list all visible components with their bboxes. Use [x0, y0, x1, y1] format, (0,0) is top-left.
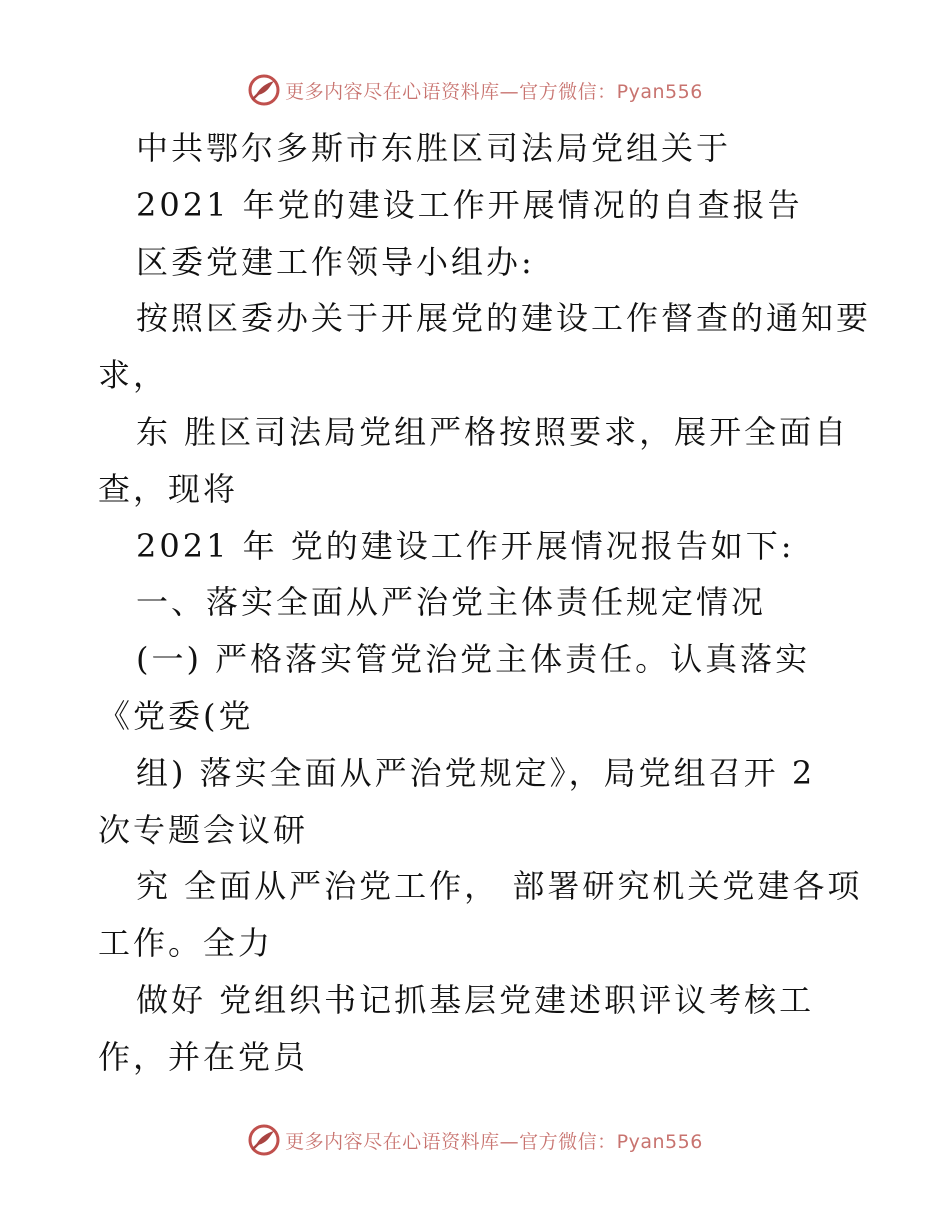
document-line: 区委党建工作领导小组办:: [136, 242, 535, 281]
footer-banner: [0, 1120, 950, 1160]
document-line: 中共鄂尔多斯市东胜区司法局党组关于: [136, 129, 732, 167]
document-line: 按照区委办关于开展党的建设工作督查的通知要: [136, 299, 872, 338]
document-line: 次专题会议研: [98, 810, 309, 849]
brush-circle-logo-icon: [247, 1123, 281, 1157]
document-line: 查，现将: [98, 469, 239, 508]
document-line: 东 胜区司法局党组严格按照要求，展开全面自: [136, 412, 850, 451]
document-line: 工作。全力: [98, 924, 274, 963]
document-line: 求，: [98, 356, 169, 395]
document-line: 做好 党组织书记抓基层党建述职评议考核工: [136, 980, 815, 1019]
banner-text: 更多内容尽在心语资料库—官方微信：Pyan556: [285, 1130, 703, 1153]
brush-circle-logo-icon: [247, 73, 281, 107]
document-line: 究 全面从严治党工作， 部署研究机关党建各项: [136, 867, 863, 906]
document-line: (一) 严格落实管党治党主体责任。认真落实: [136, 640, 811, 679]
document-line: 一、落实全面从严治党主体责任规定情况: [136, 583, 767, 622]
document-line: 2021 年党的建设工作开展情况的自查报告: [136, 185, 803, 224]
document-line: 组) 落实全面从严治党规定》，局党组召开 2: [136, 753, 816, 792]
banner-text: 更多内容尽在心语资料库—官方微信：Pyan556: [285, 80, 703, 103]
document-body: [98, 120, 872, 1086]
document-line: 2021 年 党的建设工作开展情况报告如下:: [136, 526, 795, 565]
header-banner: [0, 70, 950, 110]
document-line: 作，并在党员: [98, 1037, 309, 1076]
document-line: 《党委(党: [98, 696, 254, 735]
